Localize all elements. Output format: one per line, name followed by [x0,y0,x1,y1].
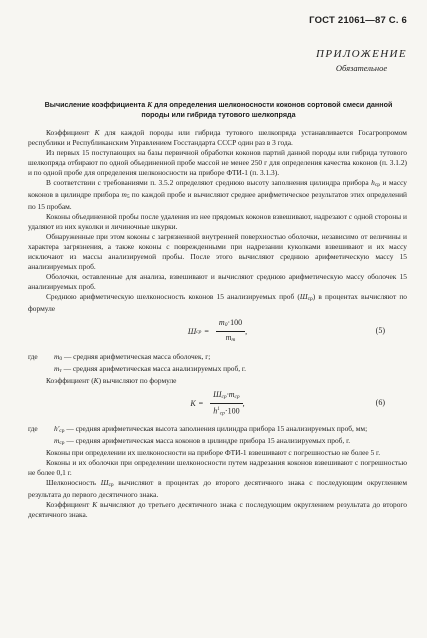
paragraph-8: Коэффициент (К) вычисляют по формуле [46,376,177,385]
formula-6: К = $\frac{\text{Шср·mср}}{h^1ср\cdot 100}$ , (6) [190,390,385,417]
paragraph-4: Коконы объединенной пробы после удаления из нее прядомых коконов взвешивают, надрезают с одной стороны и удаляют из них куколки и личиночные шкурки. [28,212,407,231]
equation-number-5: (5) [375,326,385,335]
paragraph-3: В соответствии с требованиями п. 3.5.2 определяют среднюю высоту заполнения цилиндра прибора hср и массу коконов в цилиндре прибора m5 по каждой пробе и вычисляют среднее арифметическое результатов этих определений по 15 пробам. [28,178,408,211]
paragraph-11: Шелконосность Шср вычисляют в процентах до второго десятичного знака с последующим округлением результата до первого десятичного знака. [28,478,407,499]
paragraph-7: Среднюю арифметическую шелконосность коконов 15 анализируемых проб (Шср) в процентах вычисляют по формуле [28,292,407,313]
section-title: Вычисление коэффициента К для определения шелконосности коконов сортовой смеси данной породы или гибрида тутового шелкопряда [44,100,393,119]
paragraph-5: Обнаруженные при этом коконы с загрязненной внутренней поверхностью оболочки, независимо от величины и характера загрязнения, а также коконы с поврежденными при надрезании куколками взвешивают и их массу исключают из массы анализируемой пробы. После этого вычисляют среднюю арифметическую массу 15 анализируемых проб. [28,232,407,271]
paragraph-6: Оболочки, оставленные для анализа, взвешивают и вычисляют среднюю арифметическую массу оболочек 15 анализируемых проб. [28,272,407,291]
appendix-block [316,48,407,73]
appendix-subtitle: Обязательное [335,63,388,73]
paragraph-12: Коэффициент К вычисляют до третьего десятичного знака с последующим округлением результата до второго десятичного знака. [28,500,407,519]
where-block-2: где h'ср — средняя арифметическая высота заполнения цилиндра прибора 15 анализируемых проб, мм; mср — средняя арифметическая масса коконов в цилиндре прибора 15 анализируемых проб, г. [28,424,368,446]
where-block-1: где m0 — средняя арифметическая масса оболочек, г; mт — средняя арифметическая масса анализируемых проб, г. [28,352,246,374]
equation-number-6: (6) [375,398,385,407]
formula-5: Ш ср = $\frac{m0\cdot 100}{mт}$ , (5) [187,318,385,343]
paragraph-10: Коконы и их оболочки при определении шелконосности путем надрезания коконов взвешивают с погрешностью не более 0,1 г. [28,458,407,477]
paragraph-1: Коэффициент К для каждой породы или гибрида тутового шелкопряда устанавливается Госагропромом республики и Республиканским Управлением Госстандарта СССР один раз в 3 года. [28,128,407,147]
paragraph-9: Коконы при определении их шелконосности на приборе ФТИ-1 взвешивают с погрешностью не более 5 г. [46,448,381,457]
appendix-title: ПРИЛОЖЕНИЕ [316,48,407,60]
page-header: ГОСТ 21061—87 С. 6 [309,15,407,26]
body-text [28,128,407,520]
paragraph-2: Из первых 15 поступающих на базы первичной обработки коконов партий данной породы или гибрида тутового шелкопряда отбирают по одной объединенной пробе массой не менее 250 г для определения качества коконов (п. 3.1.2) и по одной пробе для определения шелконосности на приборе ФТИ-1 (п. 3.1.3). [28,148,407,177]
